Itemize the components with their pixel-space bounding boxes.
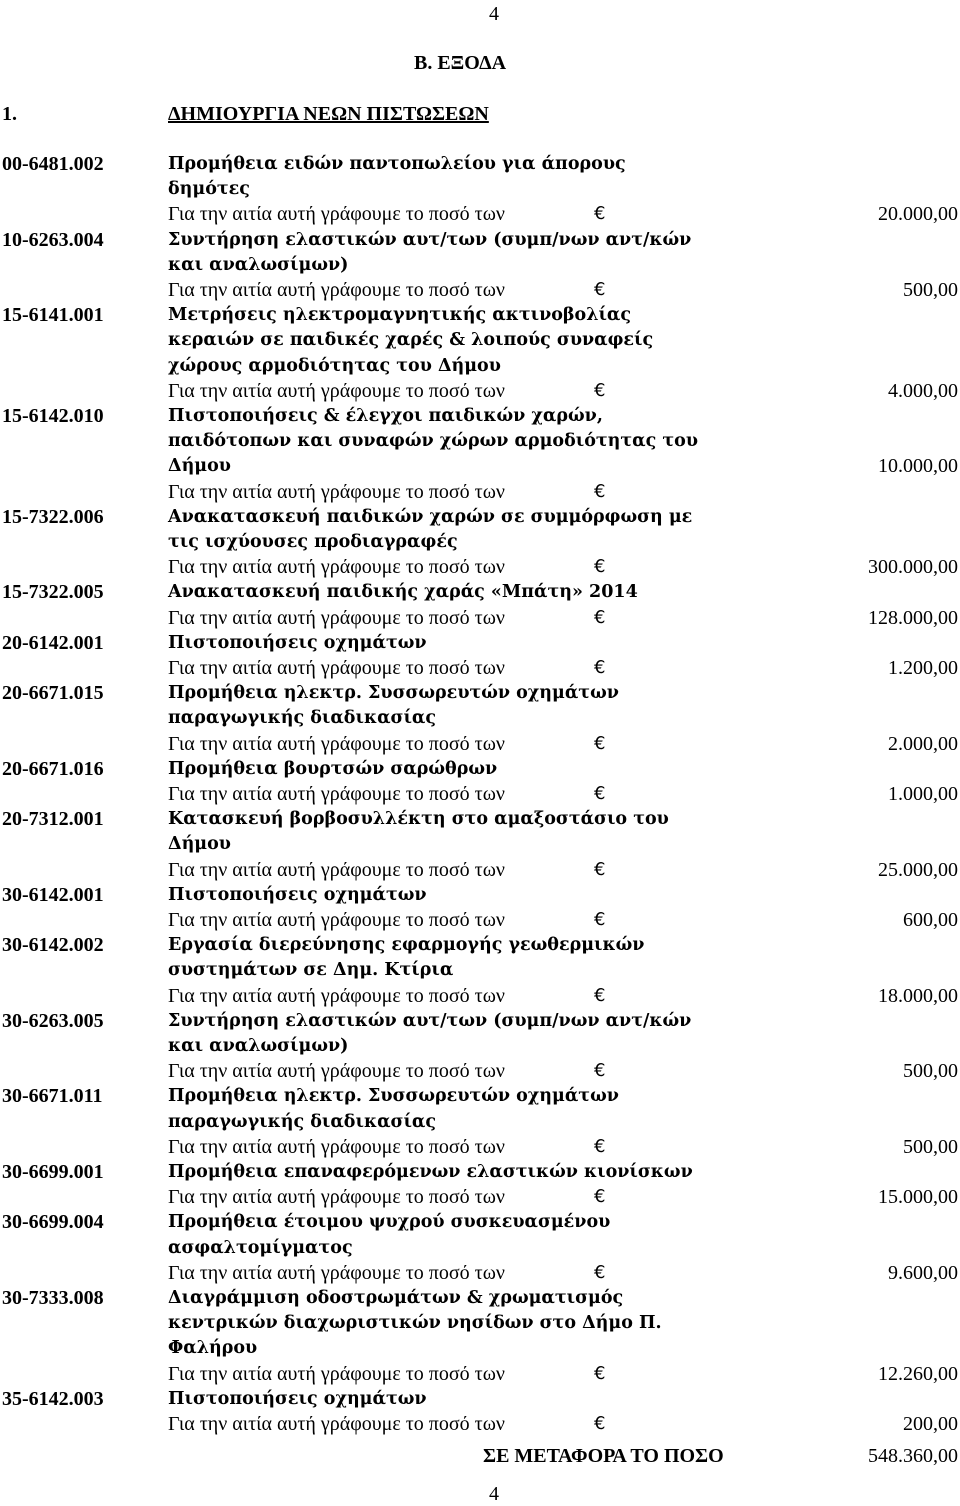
euro-icon: €: [594, 1186, 606, 1207]
amount-phrase: Για την αιτία αυτή γράφουμε το ποσό των: [168, 909, 505, 931]
entry-amount: 2.000,00: [888, 733, 958, 755]
account-code: 30-6142.001: [2, 884, 104, 906]
entry-amount: 500,00: [903, 279, 958, 301]
entry-amount: 1.200,00: [888, 657, 958, 679]
amount-phrase: Για την αιτία αυτή γράφουμε το ποσό των: [168, 203, 505, 225]
entry-description-line: Φαλήρου: [168, 1338, 258, 1358]
entry-description-line: και αναλωσίμων): [168, 255, 349, 275]
entry-amount: 15.000,00: [878, 1186, 958, 1208]
entry-description-line: Κατασκευή βορβοσυλλέκτη στο αμαξοστάσιο του: [168, 809, 669, 829]
amount-phrase: Για την αιτία αυτή γράφουμε το ποσό των: [168, 1363, 505, 1385]
entry-description-line: Πιστοποιήσεις οχημάτων: [168, 633, 427, 653]
account-code: 30-6699.004: [2, 1211, 104, 1233]
amount-phrase: Για την αιτία αυτή γράφουμε το ποσό των: [168, 859, 505, 881]
entry-description-line: παιδότοπων και συναφών χώρων αρμοδιότητας του: [168, 431, 698, 451]
entry-amount: 500,00: [903, 1136, 958, 1158]
euro-icon: €: [594, 985, 606, 1006]
entry-description-line: Διαγράμμιση οδοστρωμάτων & χρωματισμός: [168, 1288, 624, 1308]
section-number: 1.: [2, 103, 17, 125]
amount-phrase: Για την αιτία αυτή γράφουμε το ποσό των: [168, 556, 505, 578]
amount-phrase: Για την αιτία αυτή γράφουμε το ποσό των: [168, 1413, 505, 1435]
amount-phrase: Για την αιτία αυτή γράφουμε το ποσό των: [168, 1136, 505, 1158]
account-code: 15-6141.001: [2, 304, 104, 326]
entry-description-line: Ανακατασκευή παιδικής χαράς «Μπάτη» 2014: [168, 582, 638, 602]
account-code: 20-7312.001: [2, 808, 104, 830]
page-number: 4: [489, 3, 499, 25]
entry-amount: 10.000,00: [878, 455, 958, 477]
entry-description-line: κεραιών σε παιδικές χαρές & λοιπούς συναφείς: [168, 330, 654, 350]
euro-icon: €: [594, 607, 606, 628]
euro-icon: €: [594, 783, 606, 804]
account-code: 20-6671.016: [2, 758, 104, 780]
entry-description-line: Δήμου: [168, 834, 231, 854]
account-code: 30-6699.001: [2, 1161, 104, 1183]
amount-phrase: Για την αιτία αυτή γράφουμε το ποσό των: [168, 279, 505, 301]
footer-page-number: 4: [489, 1483, 499, 1505]
entry-description-line: Προμήθεια ηλεκτρ. Συσσωρευτών οχημάτων: [168, 683, 619, 703]
account-code: 35-6142.003: [2, 1388, 104, 1410]
entry-description-line: χώρους αρμοδιότητας του Δήμου: [168, 356, 501, 376]
euro-icon: €: [594, 1136, 606, 1157]
entry-description-line: Πιστοποιήσεις & έλεγχοι παιδικών χαρών,: [168, 406, 603, 426]
account-code: 30-7333.008: [2, 1287, 104, 1309]
section-title: [168, 104, 489, 124]
amount-phrase: Για την αιτία αυτή γράφουμε το ποσό των: [168, 1262, 505, 1284]
euro-icon: €: [594, 1262, 606, 1283]
entry-description-line: Πιστοποιήσεις οχημάτων: [168, 885, 427, 905]
entry-description-line: και αναλωσίμων): [168, 1036, 349, 1056]
entry-description-line: Προμήθεια επαναφερόμενων ελαστικών κιονίσκων: [168, 1162, 693, 1182]
entry-amount: 128.000,00: [868, 607, 958, 629]
euro-icon: €: [594, 657, 606, 678]
entry-amount: 1.000,00: [888, 783, 958, 805]
euro-icon: €: [594, 380, 606, 401]
entry-description-line: Δήμου: [168, 456, 231, 476]
entry-description-line: παραγωγικής διαδικασίας: [168, 708, 437, 728]
entry-description-line: Ανακατασκευή παιδικών χαρών σε συμμόρφωση με: [168, 507, 693, 527]
amount-phrase: Για την αιτία αυτή γράφουμε το ποσό των: [168, 783, 505, 805]
entry-description-line: κεντρικών διαχωριστικών νησίδων στο Δήμο Π.: [168, 1313, 662, 1333]
entry-description-line: Συντήρηση ελαστικών αυτ/των (συμπ/νων αντ/κών: [168, 230, 692, 250]
euro-icon: €: [594, 1413, 606, 1434]
entry-description-line: Εργασία διερεύνησης εφαρμογής γεωθερμικών: [168, 935, 645, 955]
amount-phrase: Για την αιτία αυτή γράφουμε το ποσό των: [168, 1186, 505, 1208]
account-code: 00-6481.002: [2, 153, 104, 175]
page-heading: Β. ΕΞΟΔΑ: [414, 52, 507, 74]
account-code: 30-6671.011: [2, 1085, 103, 1107]
euro-icon: €: [594, 1363, 606, 1384]
entry-amount: 500,00: [903, 1060, 958, 1082]
amount-phrase: Για την αιτία αυτή γράφουμε το ποσό των: [168, 481, 505, 503]
account-code: 20-6671.015: [2, 682, 104, 704]
entry-description-line: Μετρήσεις ηλεκτρομαγνητικής ακτινοβολίας: [168, 305, 632, 325]
euro-icon: €: [594, 279, 606, 300]
entry-description-line: Προμήθεια βουρτσών σαρώθρων: [168, 759, 498, 779]
entry-description-line: Συντήρηση ελαστικών αυτ/των (συμπ/νων αντ/κών: [168, 1011, 692, 1031]
euro-icon: €: [594, 909, 606, 930]
amount-phrase: Για την αιτία αυτή γράφουμε το ποσό των: [168, 657, 505, 679]
euro-icon: €: [594, 733, 606, 754]
section-title-text: ΔΗΜΙΟΥΡΓΙΑ ΝΕΩΝ ΠΙΣΤΩΣΕΩΝ: [168, 103, 489, 125]
euro-icon: €: [594, 481, 606, 502]
euro-icon: €: [594, 556, 606, 577]
account-code: 30-6263.005: [2, 1010, 104, 1032]
entry-description-line: παραγωγικής διαδικασίας: [168, 1112, 437, 1132]
entry-amount: 9.600,00: [888, 1262, 958, 1284]
entry-description-line: Προμήθεια έτοιμου ψυχρού συσκευασμένου: [168, 1212, 611, 1232]
entry-description-line: Προμήθεια ηλεκτρ. Συσσωρευτών οχημάτων: [168, 1086, 619, 1106]
account-code: 15-7322.005: [2, 581, 104, 603]
account-code: 10-6263.004: [2, 229, 104, 251]
entry-amount: 4.000,00: [888, 380, 958, 402]
entry-amount: 200,00: [903, 1413, 958, 1435]
amount-phrase: Για την αιτία αυτή γράφουμε το ποσό των: [168, 733, 505, 755]
entry-amount: 300.000,00: [868, 556, 958, 578]
transfer-amount: 548.360,00: [868, 1445, 958, 1467]
euro-icon: €: [594, 203, 606, 224]
entry-description-line: ασφαλτομίγματος: [168, 1238, 353, 1258]
account-code: 30-6142.002: [2, 934, 104, 956]
amount-phrase: Για την αιτία αυτή γράφουμε το ποσό των: [168, 607, 505, 629]
entry-description-line: τις ισχύουσες προδιαγραφές: [168, 532, 458, 552]
entry-amount: 20.000,00: [878, 203, 958, 225]
amount-phrase: Για την αιτία αυτή γράφουμε το ποσό των: [168, 985, 505, 1007]
account-code: 20-6142.001: [2, 632, 104, 654]
entry-amount: 600,00: [903, 909, 958, 931]
account-code: 15-6142.010: [2, 405, 104, 427]
amount-phrase: Για την αιτία αυτή γράφουμε το ποσό των: [168, 1060, 505, 1082]
entry-description-line: συστημάτων σε Δημ. Κτίρια: [168, 960, 454, 980]
entry-amount: 12.260,00: [878, 1363, 958, 1385]
account-code: 15-7322.006: [2, 506, 104, 528]
entry-description-line: Προμήθεια ειδών παντοπωλείου για άπορους: [168, 154, 626, 174]
amount-phrase: Για την αιτία αυτή γράφουμε το ποσό των: [168, 380, 505, 402]
euro-icon: €: [594, 1060, 606, 1081]
entry-amount: 18.000,00: [878, 985, 958, 1007]
entry-description-line: δημότες: [168, 179, 250, 199]
entry-amount: 25.000,00: [878, 859, 958, 881]
transfer-label: ΣΕ ΜΕΤΑΦΟΡΑ ΤΟ ΠΟΣΟ: [483, 1445, 724, 1467]
euro-icon: €: [594, 859, 606, 880]
entry-description-line: Πιστοποιήσεις οχημάτων: [168, 1389, 427, 1409]
